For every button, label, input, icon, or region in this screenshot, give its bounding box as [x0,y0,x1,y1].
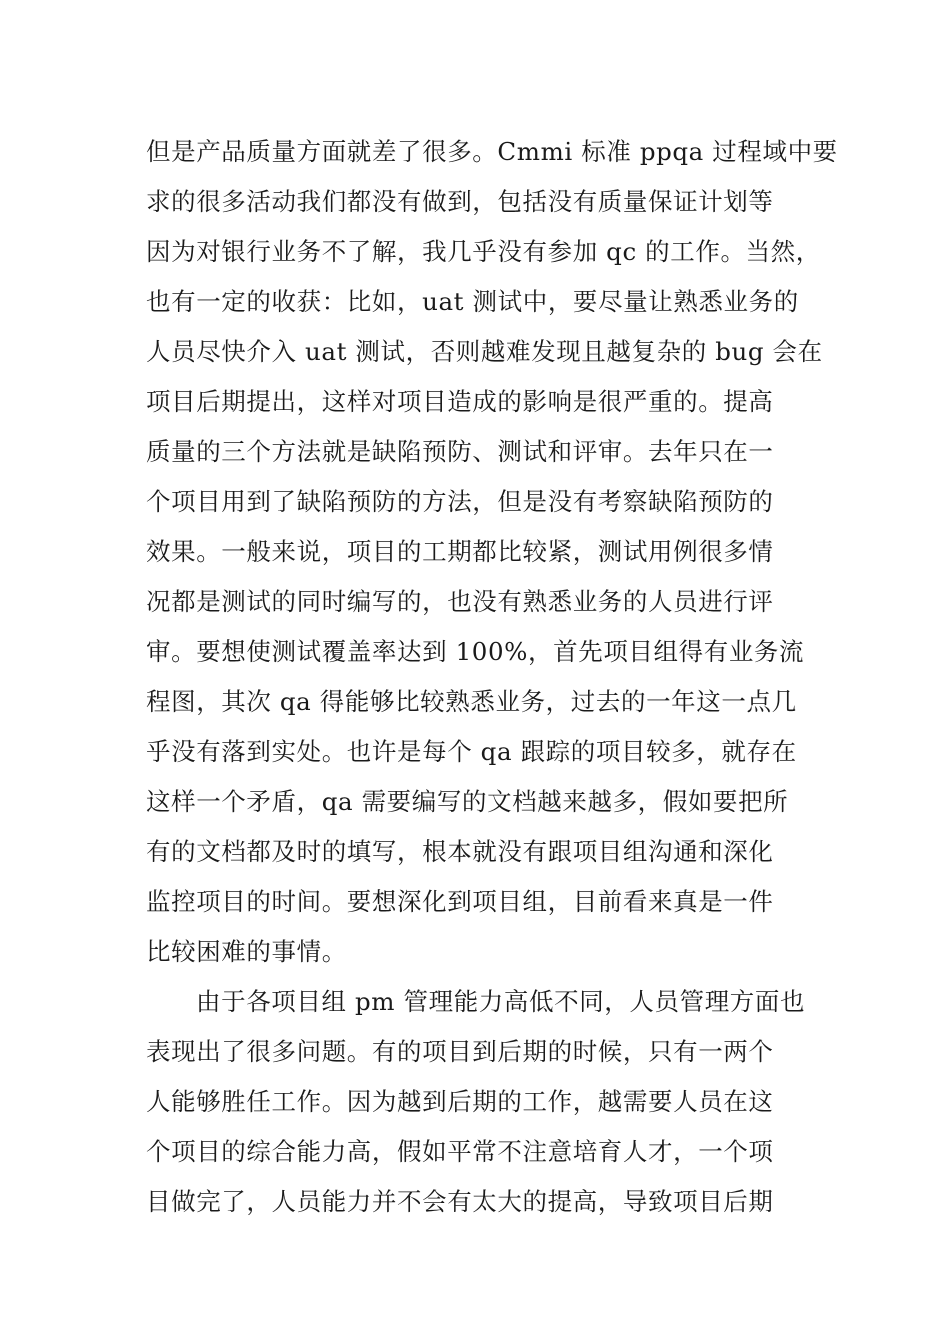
text-line: 效果。一般来说，项目的工期都比较紧，测试用例很多情 [146,537,774,566]
text-line: 个项目用到了缺陷预防的方法，但是没有考察缺陷预防的 [146,487,774,516]
text-line: 表现出了很多问题。有的项目到后期的时候，只有一两个 [146,1037,774,1066]
text-line: 监控项目的时间。要想深化到项目组，目前看来真是一件 [146,887,774,916]
text-line: 比较困难的事情。 [146,937,347,966]
text-line: 求的很多活动我们都没有做到，包括没有质量保证计划等 [146,187,774,216]
text-line: 程图，其次 qa 得能够比较熟悉业务，过去的一年这一点几 [146,687,797,716]
text-line: 项目后期提出，这样对项目造成的影响是很严重的。提高 [146,387,774,416]
text-line: 况都是测试的同时编写的，也没有熟悉业务的人员进行评 [146,587,774,616]
text-line: 这样一个矛盾，qa 需要编写的文档越来越多，假如要把所 [146,787,789,816]
text-line: 个项目的综合能力高，假如平常不注意培育人才，一个项 [146,1137,774,1166]
text-line: 因为对银行业务不了解，我几乎没有参加 qc 的工作。当然， [146,237,821,266]
text-line: 人员尽快介入 uat 测试，否则越难发现且越复杂的 bug 会在 [146,337,823,366]
text-line: 但是产品质量方面就差了很多。Cmmi 标准 ppqa 过程域中要 [146,137,838,166]
text-line: 也有一定的收获：比如，uat 测试中，要尽量让熟悉业务的 [146,287,799,316]
text-line: 目做完了，人员能力并不会有太大的提高，导致项目后期 [146,1187,774,1216]
paragraph-first-line: 由于各项目组 pm 管理能力高低不同，人员管理方面也 [196,987,806,1016]
text-line: 质量的三个方法就是缺陷预防、测试和评审。去年只在一 [146,437,774,466]
text-line: 审。要想使测试覆盖率达到 100%，首先项目组得有业务流 [146,637,805,666]
text-line: 有的文档都及时的填写，根本就没有跟项目组沟通和深化 [146,837,774,866]
text-line: 乎没有落到实处。也许是每个 qa 跟踪的项目较多，就存在 [146,737,797,766]
text-line: 人能够胜任工作。因为越到后期的工作，越需要人员在这 [146,1087,774,1116]
